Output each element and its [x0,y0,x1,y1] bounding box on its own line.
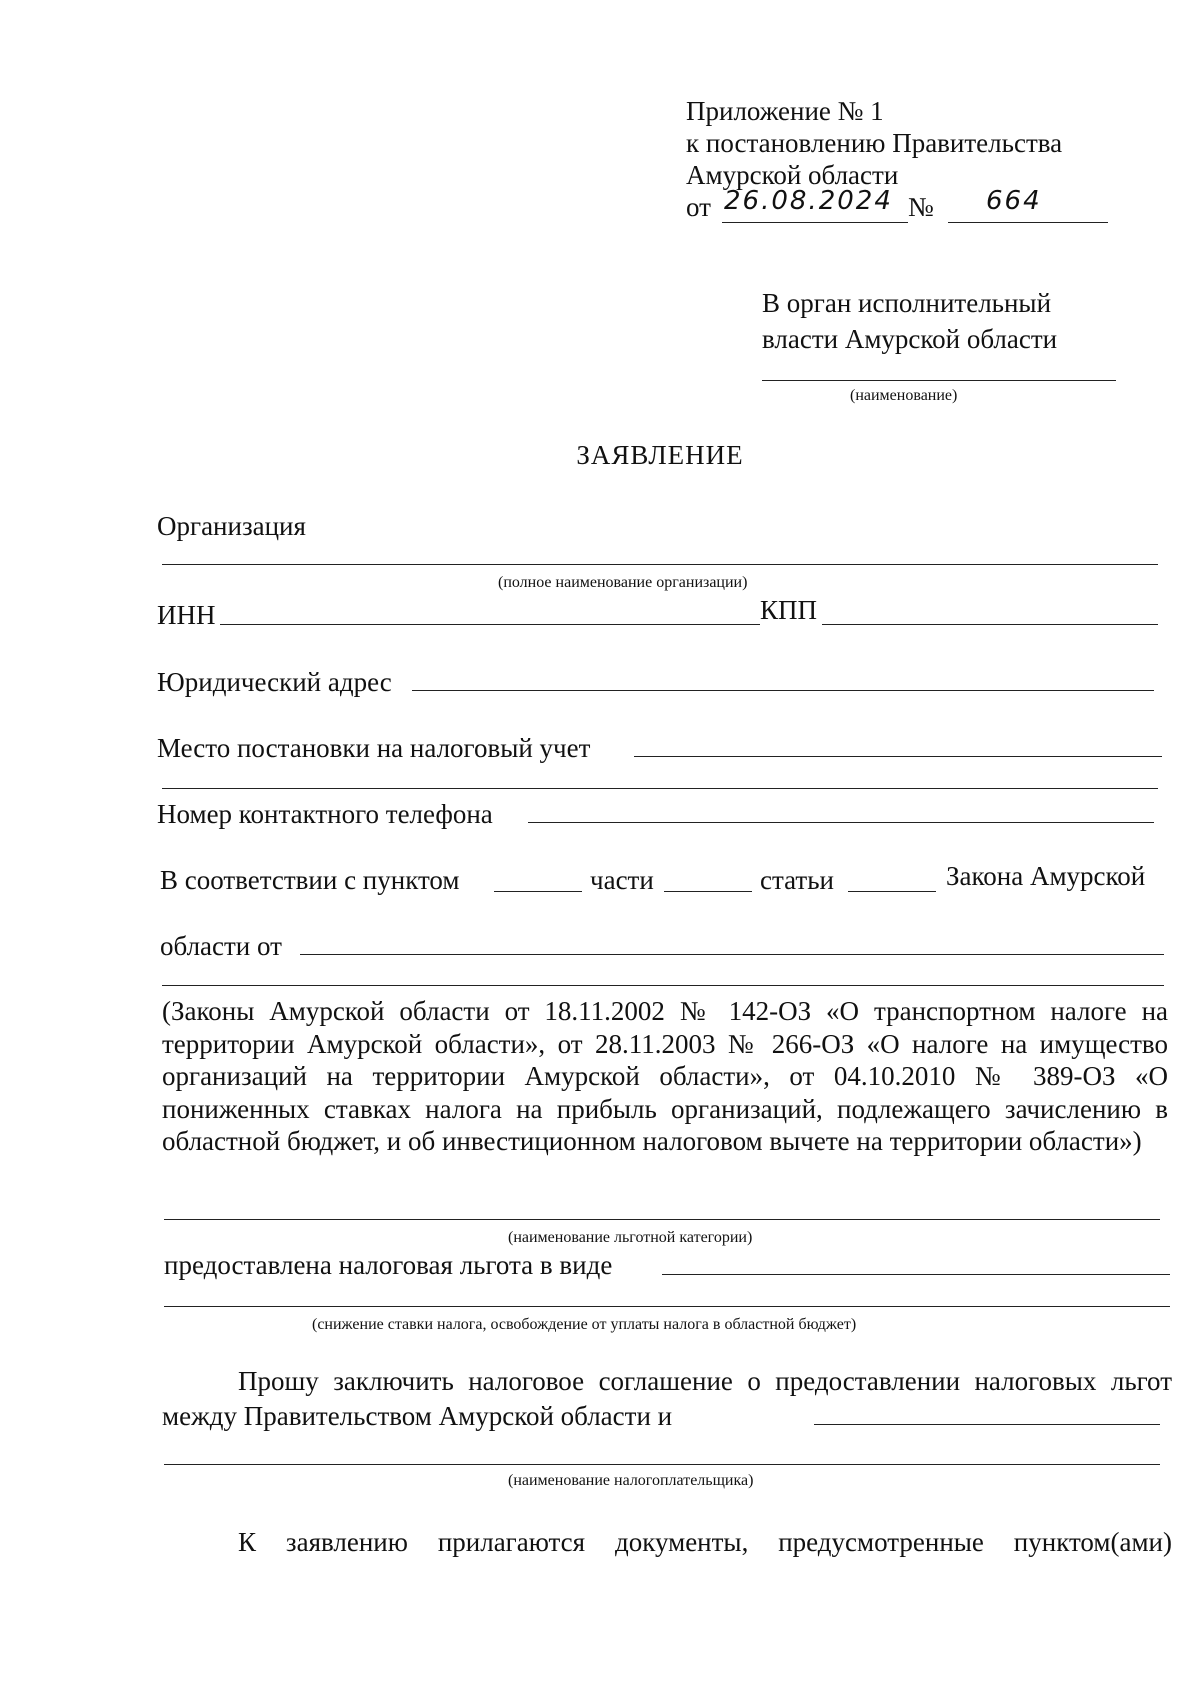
appendix-line-2: к постановлению Правительства [686,128,1063,158]
organization-name-line[interactable] [162,564,1158,565]
article-number-line[interactable] [848,891,936,892]
appendix-number-handwritten: 664 [986,186,1042,216]
benefit-label: предоставлена налоговая льгота в виде [164,1250,613,1280]
tax-registration-label: Место постановки на налоговый учет [157,733,591,763]
benefit-form-line[interactable] [662,1274,1170,1275]
taxpayer-caption: (наименование налогоплательщика) [508,1472,754,1489]
taxpayer-name-line[interactable] [814,1424,1160,1425]
phone-label: Номер контактного телефона [157,799,493,829]
inn-label: ИНН [157,600,216,630]
region-law-line-2[interactable] [162,985,1164,986]
region-from-label: области от [160,931,282,961]
accordance-part-label: части [590,865,654,895]
laws-paragraph: (Законы Амурской области от 18.11.2002 № 142-ОЗ «О транспортном налоге на территории Амурской области», от 28.11.2003 № 266-ОЗ «О налоге на имущество организаций на территории Амурской области», от 04.10.2010 № 389-ОЗ «О пониженных ставках налога на прибыль организаций, подлежащего зачислению в областной бюджет, и об инвестиционном налоговом вычете на территории области») [162,996,1168,1156]
page-title: ЗАЯВЛЕНИЕ [576,440,744,470]
organization-label: Организация [157,511,306,541]
organization-caption: (полное наименование организации) [498,574,748,591]
attachments-text: К заявлению прилагаются документы, предусмотренные пунктом(ами) [238,1527,1172,1557]
appendix-date-line [722,222,908,223]
appendix-number-line [948,222,1108,223]
taxpayer-name-line-2[interactable] [164,1464,1160,1465]
accordance-article-label: статьи [760,865,834,895]
part-number-line[interactable] [664,891,752,892]
phone-field-line[interactable] [528,822,1154,823]
recipient-line-1: В орган исполнительный [762,288,1052,318]
appendix-date-handwritten: 26.08.2024 [724,186,893,216]
kpp-field-line[interactable] [822,624,1158,625]
appendix-block [686,95,1062,191]
legal-address-label: Юридический адрес [157,667,392,697]
benefit-caption: (снижение ставки налога, освобождение от уплаты налога в областной бюджет) [312,1316,857,1333]
item-number-line[interactable] [494,891,582,892]
legal-address-line[interactable] [412,690,1154,691]
appendix-number-label: № [908,192,934,222]
appendix-line-1: Приложение № 1 [686,96,884,126]
attachments-paragraph [162,1526,1172,1559]
request-text: Прошу заключить налоговое соглашение о предоставлении налоговых льгот между Правительством Амурской области и [162,1366,1172,1431]
benefit-form-line-2[interactable] [164,1306,1170,1307]
inn-field-line[interactable] [220,624,760,625]
tax-registration-line[interactable] [634,756,1162,757]
recipient-line-2: власти Амурской области [762,324,1058,354]
benefit-category-line[interactable] [164,1219,1160,1220]
appendix-from-label: от [686,192,711,222]
benefit-category-caption: (наименование льготной категории) [508,1229,753,1246]
recipient-name-line[interactable] [762,380,1116,381]
tax-registration-line-2[interactable] [162,788,1158,789]
appendix-line-3: Амурской области [686,160,899,190]
recipient-block [762,285,1057,357]
accordance-law-label: Закона Амурской [946,861,1146,891]
recipient-caption: (наименование) [850,387,958,404]
region-law-date-line[interactable] [300,954,1164,955]
accordance-prefix: В соответствии с пунктом [160,865,460,895]
kpp-label: КПП [760,595,818,625]
